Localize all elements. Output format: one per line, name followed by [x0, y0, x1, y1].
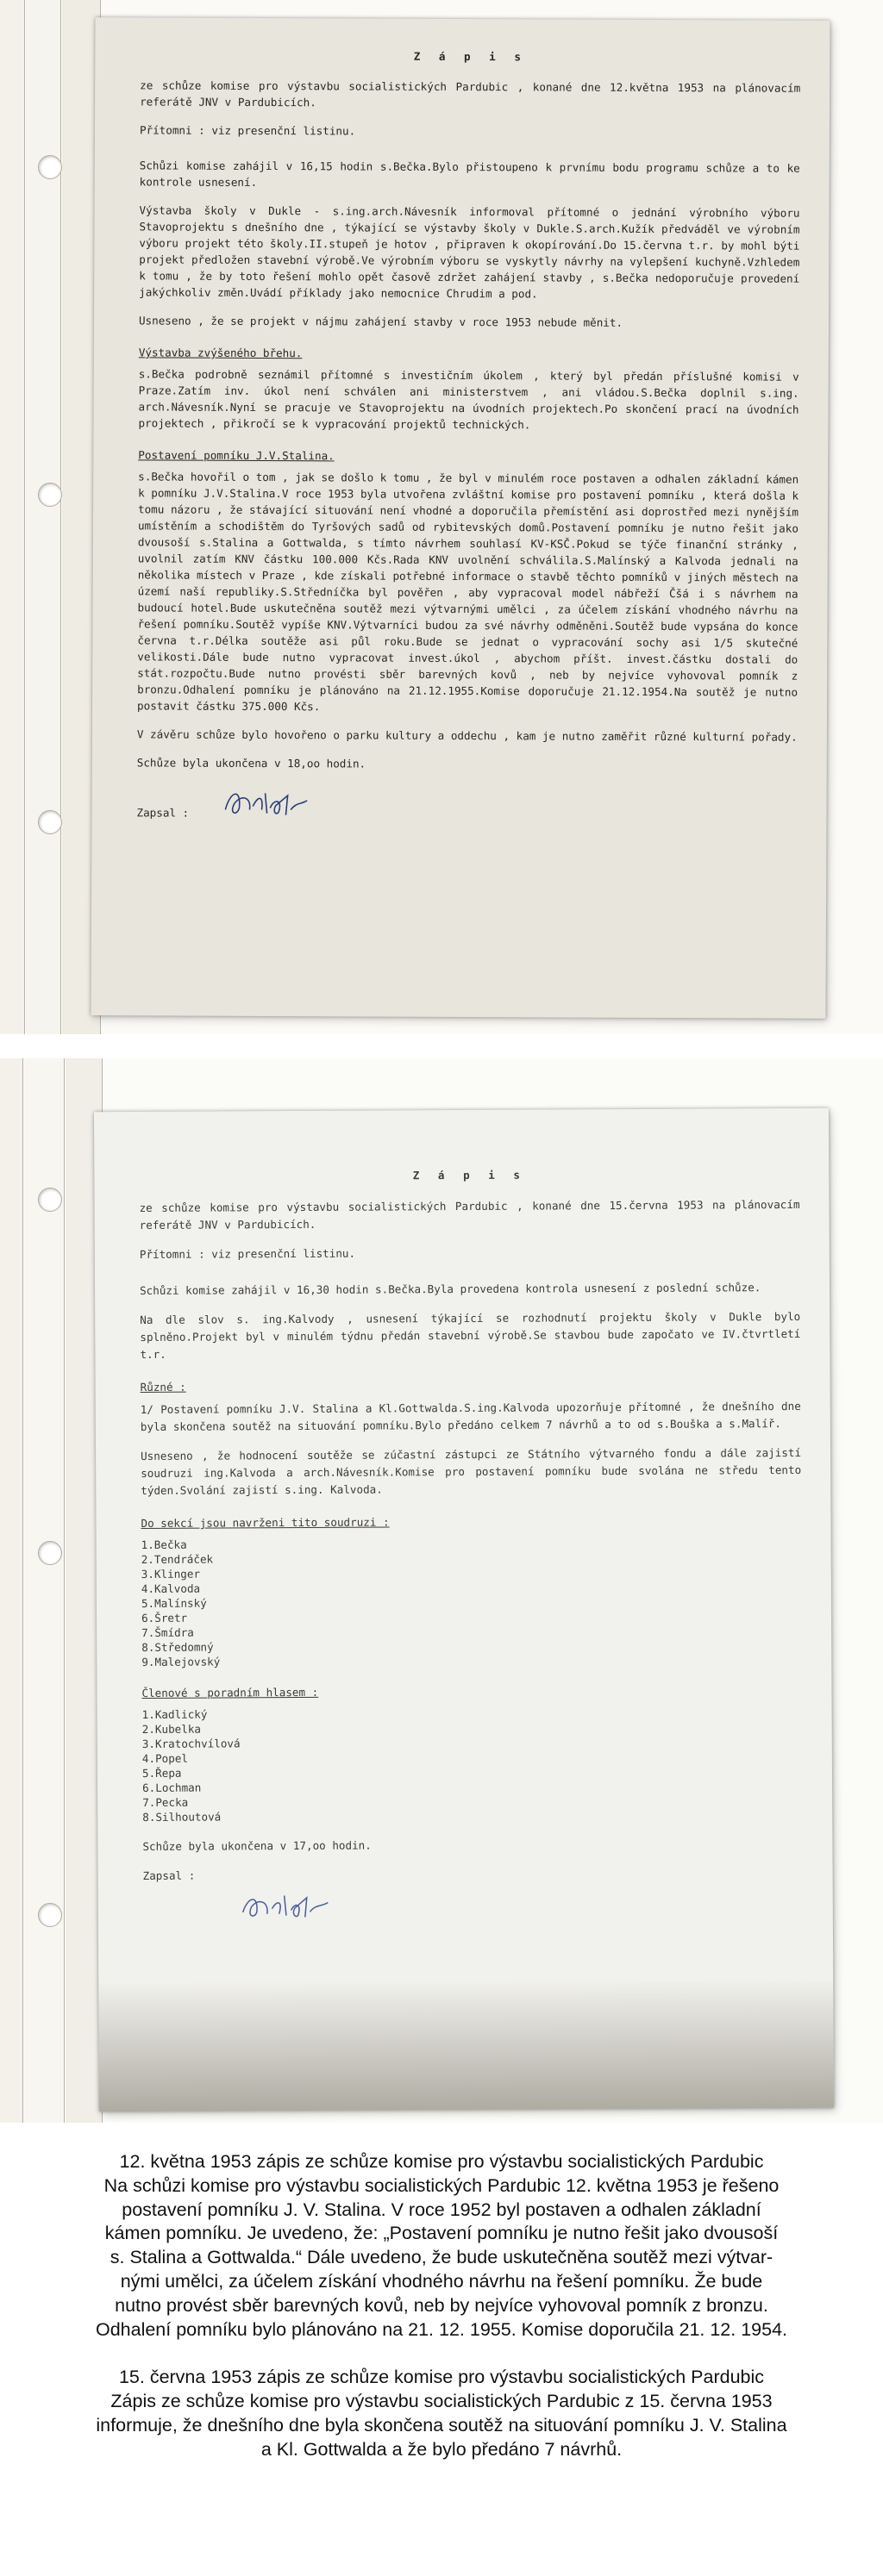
caption-line: 15. června 1953 zápis ze schůze komise pro výstavbu socialistických Pardubic: [118, 2367, 765, 2388]
punch-hole: [38, 483, 62, 507]
caption-line: s. Stalina a Gottwalda.“ Dále uvedeno, že bude uskutečněna soutěž mezi výtvar-: [110, 2247, 773, 2268]
doc-heading-advisory: Členové s poradním hlasem :: [141, 1685, 319, 1700]
doc-title: Z á p i s: [412, 1168, 527, 1182]
list-item: 7.Šmídra: [141, 1625, 194, 1639]
doc-closing: Schůze byla ukončena v 17,oo hodin.: [142, 1838, 372, 1853]
doc-present: Přítomni : viz presenční listinu.: [139, 1246, 356, 1261]
captions: [21, 2150, 862, 2462]
list-item: 7.Pecka: [142, 1795, 189, 1809]
list-item: 1.Bečka: [141, 1537, 187, 1551]
punch-hole: [38, 1541, 62, 1565]
typed-record-sheet-1: [91, 17, 830, 1019]
doc-title: Z á p i s: [413, 49, 527, 64]
doc-heading-embankment: Výstavba zvýšeného břehu.: [138, 346, 303, 360]
doc-opening: Schůzi komise zahájil v 16,30 hodin s.Bečka.Byla provedena kontrola usnesení z poslední schůze.: [140, 1281, 761, 1297]
list-item: 5.Řepa: [141, 1766, 182, 1780]
doc-paragraph-school: Výstavba školy v Dukle - s.ing.arch.Návesník informoval přítomné o jednání výrobního výboru Stavoprojektu s dnešního dne , týkající se výstavby školy v Dukle.S.arch.Kužík předváděl ve výrobním výboru projekt této školy.II.stupeň je hotov , připraven k okopírování.Do 15.června t.r. by mohl býti projekt předložen stavební výrobě.Ve výrobním výboru se vyskytly návrhy na vylepšení kuchyně.Vzhledem k tomu , že by toto řešení mohlo opět časově zdržet zahájení stavby , s.Bečka nedoporučuje provedení jakýchkoliv změn.Uvádí příklady jako nemocnice Chrudim a pod.: [139, 203, 807, 301]
list-item: 8.Středomný: [141, 1640, 214, 1654]
caption-line: informuje, že dnešního dne byla skončena soutěž na situování pomníku J. V. Stalina: [96, 2414, 787, 2436]
doc-intro: ze schůze komise pro výstavbu socialistických Pardubic , konané dne 12.května 1953 na plánovacím referátě JNV v Pardubicích.: [140, 78, 807, 109]
document-photo-2: [0, 1058, 883, 2123]
doc-opening: Schůzi komise zahájil v 16,15 hodin s.Bečka.Bylo přistoupeno k prvnímu bodu programu schůze a to ke kontrole usnesení.: [139, 159, 807, 189]
list-item: 3.Kratochvílová: [141, 1737, 241, 1750]
handwritten-signature: [218, 783, 313, 821]
doc-heading-members: Do sekcí jsou navrženi tito soudruzi :: [141, 1515, 390, 1530]
punch-hole: [38, 155, 62, 179]
list-item: 8.Silhoutová: [142, 1810, 222, 1824]
caption-line: a Kl. Gottwalda a že bylo předáno 7 návrhů.: [260, 2438, 623, 2460]
caption-line: nutno provést sběr barevných kovů, neb by nejvíce vyhovoval pomník z bronzu.: [115, 2294, 768, 2316]
caption-line: Na schůzi komise pro výstavbu socialistických Pardubic 12. května 1953 je řešeno: [103, 2174, 780, 2196]
caption-june-1953: [21, 2366, 862, 2461]
doc-present: Přítomni : viz presenční listinu.: [139, 123, 356, 138]
doc-heading-monument: Postavení pomníku J.V.Stalina.: [138, 448, 335, 463]
doc-intro: ze schůze komise pro výstavbu socialistických Pardubic , konané dne 15.června 1953 na plánovacím referátě JNV v Pardubicích.: [139, 1197, 807, 1232]
page-shadow: [98, 1979, 834, 2111]
doc-closing: Schůze byla ukončena v 18,oo hodin.: [136, 756, 366, 770]
recorded-by-label: Zapsal :: [142, 1868, 196, 1882]
list-item: 5.Malínský: [141, 1596, 207, 1610]
doc-resolution: Usneseno , že hodnocení soutěže se zúčastní zástupci ze Státního výtvarného fondu a dále zajistí soudruzi ing.Kalvoda a arch.Návesník.Komise pro postavení pomníku bude svolána ne středu tento týden.Svolání zajistí s.ing. Kalvoda.: [141, 1445, 808, 1497]
caption-line: Zápis ze schůze komise pro výstavbu socialistických Pardubic z 15. června 1953: [110, 2391, 773, 2412]
caption-line: Odhalení pomníku bylo plánováno na 21. 12. 1955. Komise doporučila 21. 12. 1954.: [95, 2318, 788, 2340]
list-item: 4.Kalvoda: [141, 1581, 201, 1595]
doc-heading-misc: Různé :: [140, 1380, 186, 1394]
punch-hole: [38, 810, 62, 834]
punch-hole: [38, 1188, 62, 1212]
caption-line: 12. května 1953 zápis ze schůze komise pro výstavbu socialistických Pardubic: [119, 2151, 764, 2172]
doc-paragraph-embankment: s.Bečka podrobně seznámil přítomné s investičním úkolem , který byl předán příslušné komisi v Praze.Zatím inv. úkol není schválen ani ministerstvem , ani vládou.S.Bečka doplnil s.ing. arch.Návesník.Nyní se pracuje ve Stavoprojektu na úvodních projektech.Po skončení prací na úvodních projektech , přikročí se k vypracování projektů technických.: [138, 367, 806, 432]
list-item: 6.Lochman: [142, 1781, 202, 1794]
typed-record-sheet-2: [94, 1108, 834, 2111]
list-item: 1.Kadlický: [141, 1707, 208, 1721]
members-list: [141, 1534, 803, 1669]
caption-line: kámen pomníku. Je uvedeno, že: „Postavení pomníku je nutno řešit jako dvousoší: [104, 2223, 779, 2244]
caption-may-1953: [21, 2150, 862, 2342]
advisory-members-list: [142, 1704, 804, 1824]
caption-line: postavení pomníku J. V. Stalina. V roce 1952 byl postaven a odhalen základní: [122, 2199, 761, 2220]
list-item: 9.Malejovský: [141, 1655, 221, 1668]
doc-paragraph-monument: s.Bečka hovořil o tom , jak se došlo k tomu , že byl v minulém roce postaven a odhalen základní kámen k pomníku J.V.Stalina.V roce 1953 byla utvořena zvláštní komise pro postavení pomníku , která došla k tomu názoru , že stávající situování není vhodné a doporučila přemístění asi doprostřed mezi nynějším umístěním a schodištěm do Tyršových sadů od rybitevských domů.Postavení pomníku je nutno řešit jako dvousoší s.Stalina a Gottwalda, s tímto návrhem souhlasí KV-KSČ.Pokud se týče finanční stránky , uvolnil zatím KNV částku 100.000 Kčs.Rada KNV uvolnění schválila.S.Malínský a Kalvoda jednali na několika místech v Praze , kde získali potřebné informace o stavbě těchto pomníků v jiných městech na území naší republiky.S.Středníčka byl pověřen , aby vypracoval model nábřeží Čšá i s návrhem na budoucí hotel.Bude uskutečněna soutěž mezi výtvarnými umělci , za účelem získání vhodného návrhu na řešení pomníku.Soutěž vypíše KNV.Výtvarníci budou za své návrhy odměněni.Soutěž bude vypsána do konce června t.r.Délka soutěže asi půl roku.Bude se jednat o vypracování sochy asi 1/5 skutečné velikosti.Dále bude nutno vypracovat invest.úkol , abychom příšt. invest.částku dostali do stát.rozpočtu.Bude nutno provésti sběr barevných kovů , neb by nejvíce vyhovoval pomník z bronzu.Odhalení pomníku je plánováno na 21.12.1955.Komise doporučuje 21.12.1954.Na soutěž je nutno postavit částku 375.000 Kčs.: [137, 470, 805, 714]
list-item: 2.Kubelka: [141, 1722, 202, 1736]
caption-line: nými umělci, za účelem získání vhodného návrhu na řešení pomníku. Že bude: [120, 2270, 763, 2292]
handwritten-signature: [238, 1887, 333, 1926]
doc-paragraph-park: V závěru schůze bylo hovořeno o parku kultury a oddechu , kam je nutno zaměřit různé kulturní pořady.: [136, 727, 798, 744]
punch-hole: [38, 1903, 62, 1927]
doc-resolution: Usneseno , že se projekt v nájmu zahájení stavby v roce 1953 nebude měnit.: [138, 314, 623, 329]
list-item: 2.Tendráček: [141, 1552, 214, 1566]
doc-item-monument: 1/ Postavení pomníku J.V. Stalina a Kl.Gottwalda.S.ing.Kalvoda upozorňuje přítomné , že dnešního dne byla skončena soutěž na situování pomníku.Bylo předáno celkem 7 návrhů a to od s.Bouška a s.Malíř.: [140, 1399, 808, 1433]
list-item: 4.Popel: [141, 1751, 189, 1765]
document-photo-1: [0, 0, 883, 1034]
recorded-by-label: Zapsal :: [136, 806, 190, 820]
list-item: 6.Šretr: [141, 1611, 188, 1625]
list-item: 3.Klinger: [141, 1567, 201, 1581]
doc-paragraph-school: Na dle slov s. ing.Kalvody , usnesení týkající se rozhodnutí projektu školy v Dukle bylo splněno.Projekt byl v minulém týdnu předán stavební výrobě.Se stavbou bude započato ve IV.čtvrtletí t.r.: [140, 1309, 807, 1361]
